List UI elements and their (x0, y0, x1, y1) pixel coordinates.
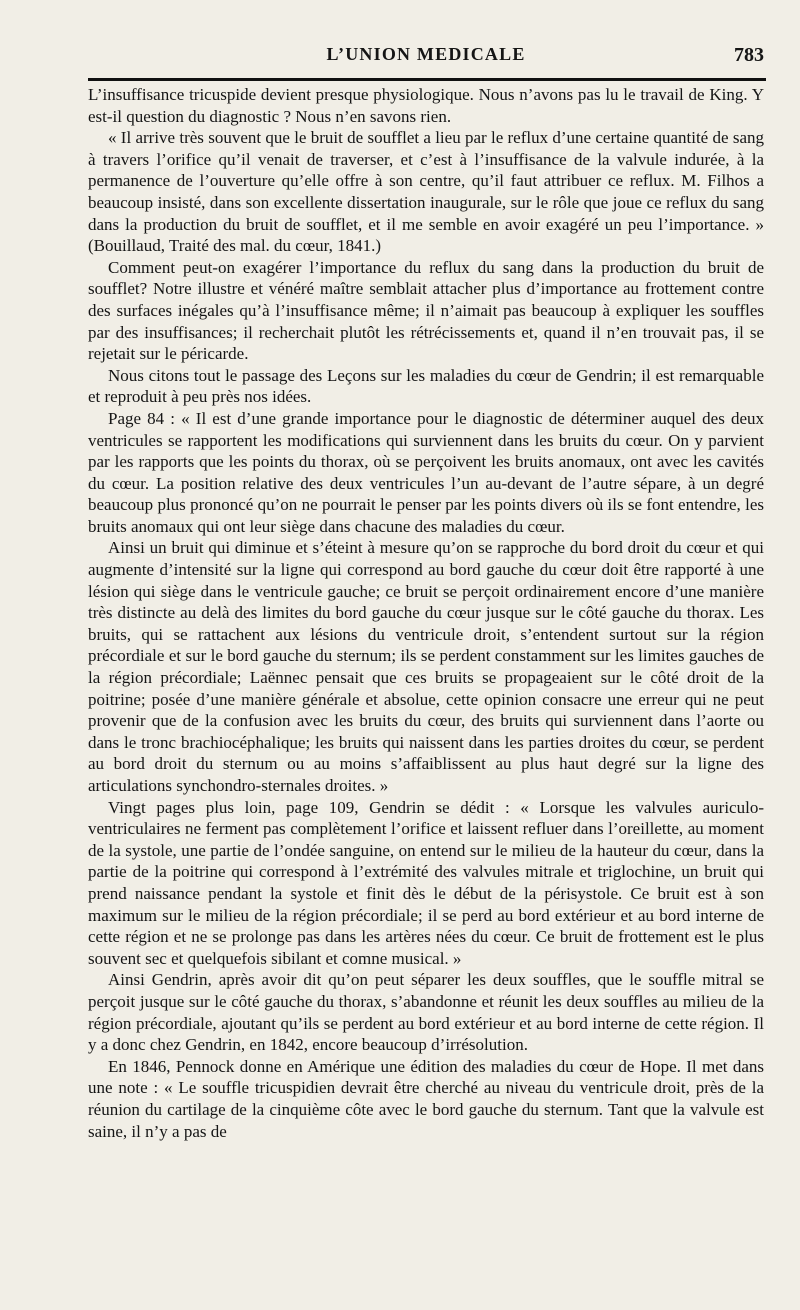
running-head: L’UNION MEDICALE (326, 44, 526, 64)
paragraph: Ainsi Gendrin, après avoir dit qu’on peut séparer les deux souffles, que le souffle mitral se perçoit jusque sur le côté gauche du thorax, s’abandonne et réunit les deux souffles au milieu de la région précordiale, ajoutant qu’ils se perdent au bord extérieur et au bord interne de cette région. Il y a donc chez Gendrin, en 1842, encore beaucoup d’irrésolution. (88, 970, 764, 1055)
body-text (88, 84, 764, 1142)
paragraph: Page 84 : « Il est d’une grande importance pour le diagnostic de déterminer auquel des deux ventricules se rapportent les modifications qui surviennent dans les bruits du cœur. On y parvient par les rapports que les points du thorax, où se perçoivent les bruits anomaux, ont avec les cavités du cœur. La position relative des deux ventricules l’un au-devant de l’autre sépare, à un degré beaucoup plus prononcé qu’on ne pourrait le penser par les points divers où ils se font entendre, les bruits anomaux qui ont leur siège dans chacune des maladies du cœur. (88, 408, 764, 536)
paragraph: Vingt pages plus loin, page 109, Gendrin se dédit : « Lorsque les valvules auriculo-ventriculaires ne ferment pas complètement l’orifice et laissent refluer dans l’oreillette, au moment de la systole, une partie de l’ondée sanguine, on entend sur le milieu de la hauteur du cœur, dans la partie de la poitrine qui correspond à l’extrémité des valvules mitrale et triglochine, un bruit qui prend naissance pendant la systole et finit dès le début de la périsystole. Ce bruit est à son maximum sur le milieu de la région précordiale; il se perd au bord extérieur et au bord interne de cette région et ne se prolonge pas dans les artères nées du cœur. Ce bruit de frottement est le plus souvent sec et quelquefois sibilant et comne musical. » (88, 797, 764, 968)
paragraph: « Il arrive très souvent que le bruit de soufflet a lieu par le reflux d’une certaine quantité de sang à travers l’orifice qu’il venait de traverser, et c’est à l’insuffisance de la valvule indurée, à la permanence de l’ouverture qu’elle offre à son centre, qu’il faut attribuer ce reflux. M. Filhos a beaucoup insisté, dans son excellente dissertation inaugurale, sur le rôle que joue ce reflux du sang dans la production du bruit de soufflet, et il me semble en avoir exagéré un peu l’importance. » (Bouillaud, Traité des mal. du cœur, 1841.) (88, 128, 764, 256)
page-number: 783 (734, 44, 764, 66)
paragraph: Comment peut-on exagérer l’importance du reflux du sang dans la production du bruit de soufflet? Notre illustre et vénéré maître semblait attacher plus d’importance au frottement contre des surfaces inégales qu’à l’insuffisance même; il n’aimait pas beaucoup à expliquer les souffles par des insuffisances; il recherchait plutôt les rétrécissements et, quand il n’en trouvait pas, il se rejetait sur le péricarde. (88, 257, 764, 364)
paragraph: Ainsi un bruit qui diminue et s’éteint à mesure qu’on se rapproche du bord droit du cœur et qui augmente d’intensité sur la ligne qui correspond au bord gauche du cœur doit être rapporté à une lésion qui siège dans le ventricule gauche; ce bruit se perçoit ordinairement encore d’une manière très distincte au delà des limites du bord gauche du cœur jusque sur le côté gauche du thorax. Les bruits, qui se rattachent aux lésions du ventricule droit, s’entendent surtout sur la région précordiale et sur le bord gauche du sternum; ils se perdent constamment sur les limites gauches de la région précordiale; Laënnec pensait que ces bruits se propageaient sur le côté droit de la poitrine; posée d’une manière générale et absolue, cette opinion consacre une erreur qui ne peut provenir que de la confusion avec les bruits du cœur, des bruits qui surviennent dans l’aorte ou dans le tronc brachiocéphalique; les bruits qui naissent dans les parties droites du cœur, se perdent au bord droit du sternum ou au moins s’affaiblissent au plus haut degré sur la ligne des articulations synchondro-sternales droites. » (88, 538, 764, 795)
paragraph: Nous citons tout le passage des Leçons sur les maladies du cœur de Gendrin; il est remarquable et reproduit à peu près nos idées. (88, 365, 764, 407)
page-header (88, 44, 764, 74)
header-rule (88, 78, 766, 81)
paragraph: En 1846, Pennock donne en Amérique une édition des maladies du cœur de Hope. Il met dans une note : « Le souffle tricuspidien devrait être cherché au niveau du ventricule droit, près de la réunion du cartilage de la cinquième côte avec le bord gauche du sternum. Tant que la valvule est saine, il n’y a pas de (88, 1056, 764, 1141)
paragraph: L’insuffisance tricuspide devient presque physiologique. Nous n’avons pas lu le travail de King. Y est-il question du diagnostic ? Nous n’en savons rien. (88, 85, 764, 126)
